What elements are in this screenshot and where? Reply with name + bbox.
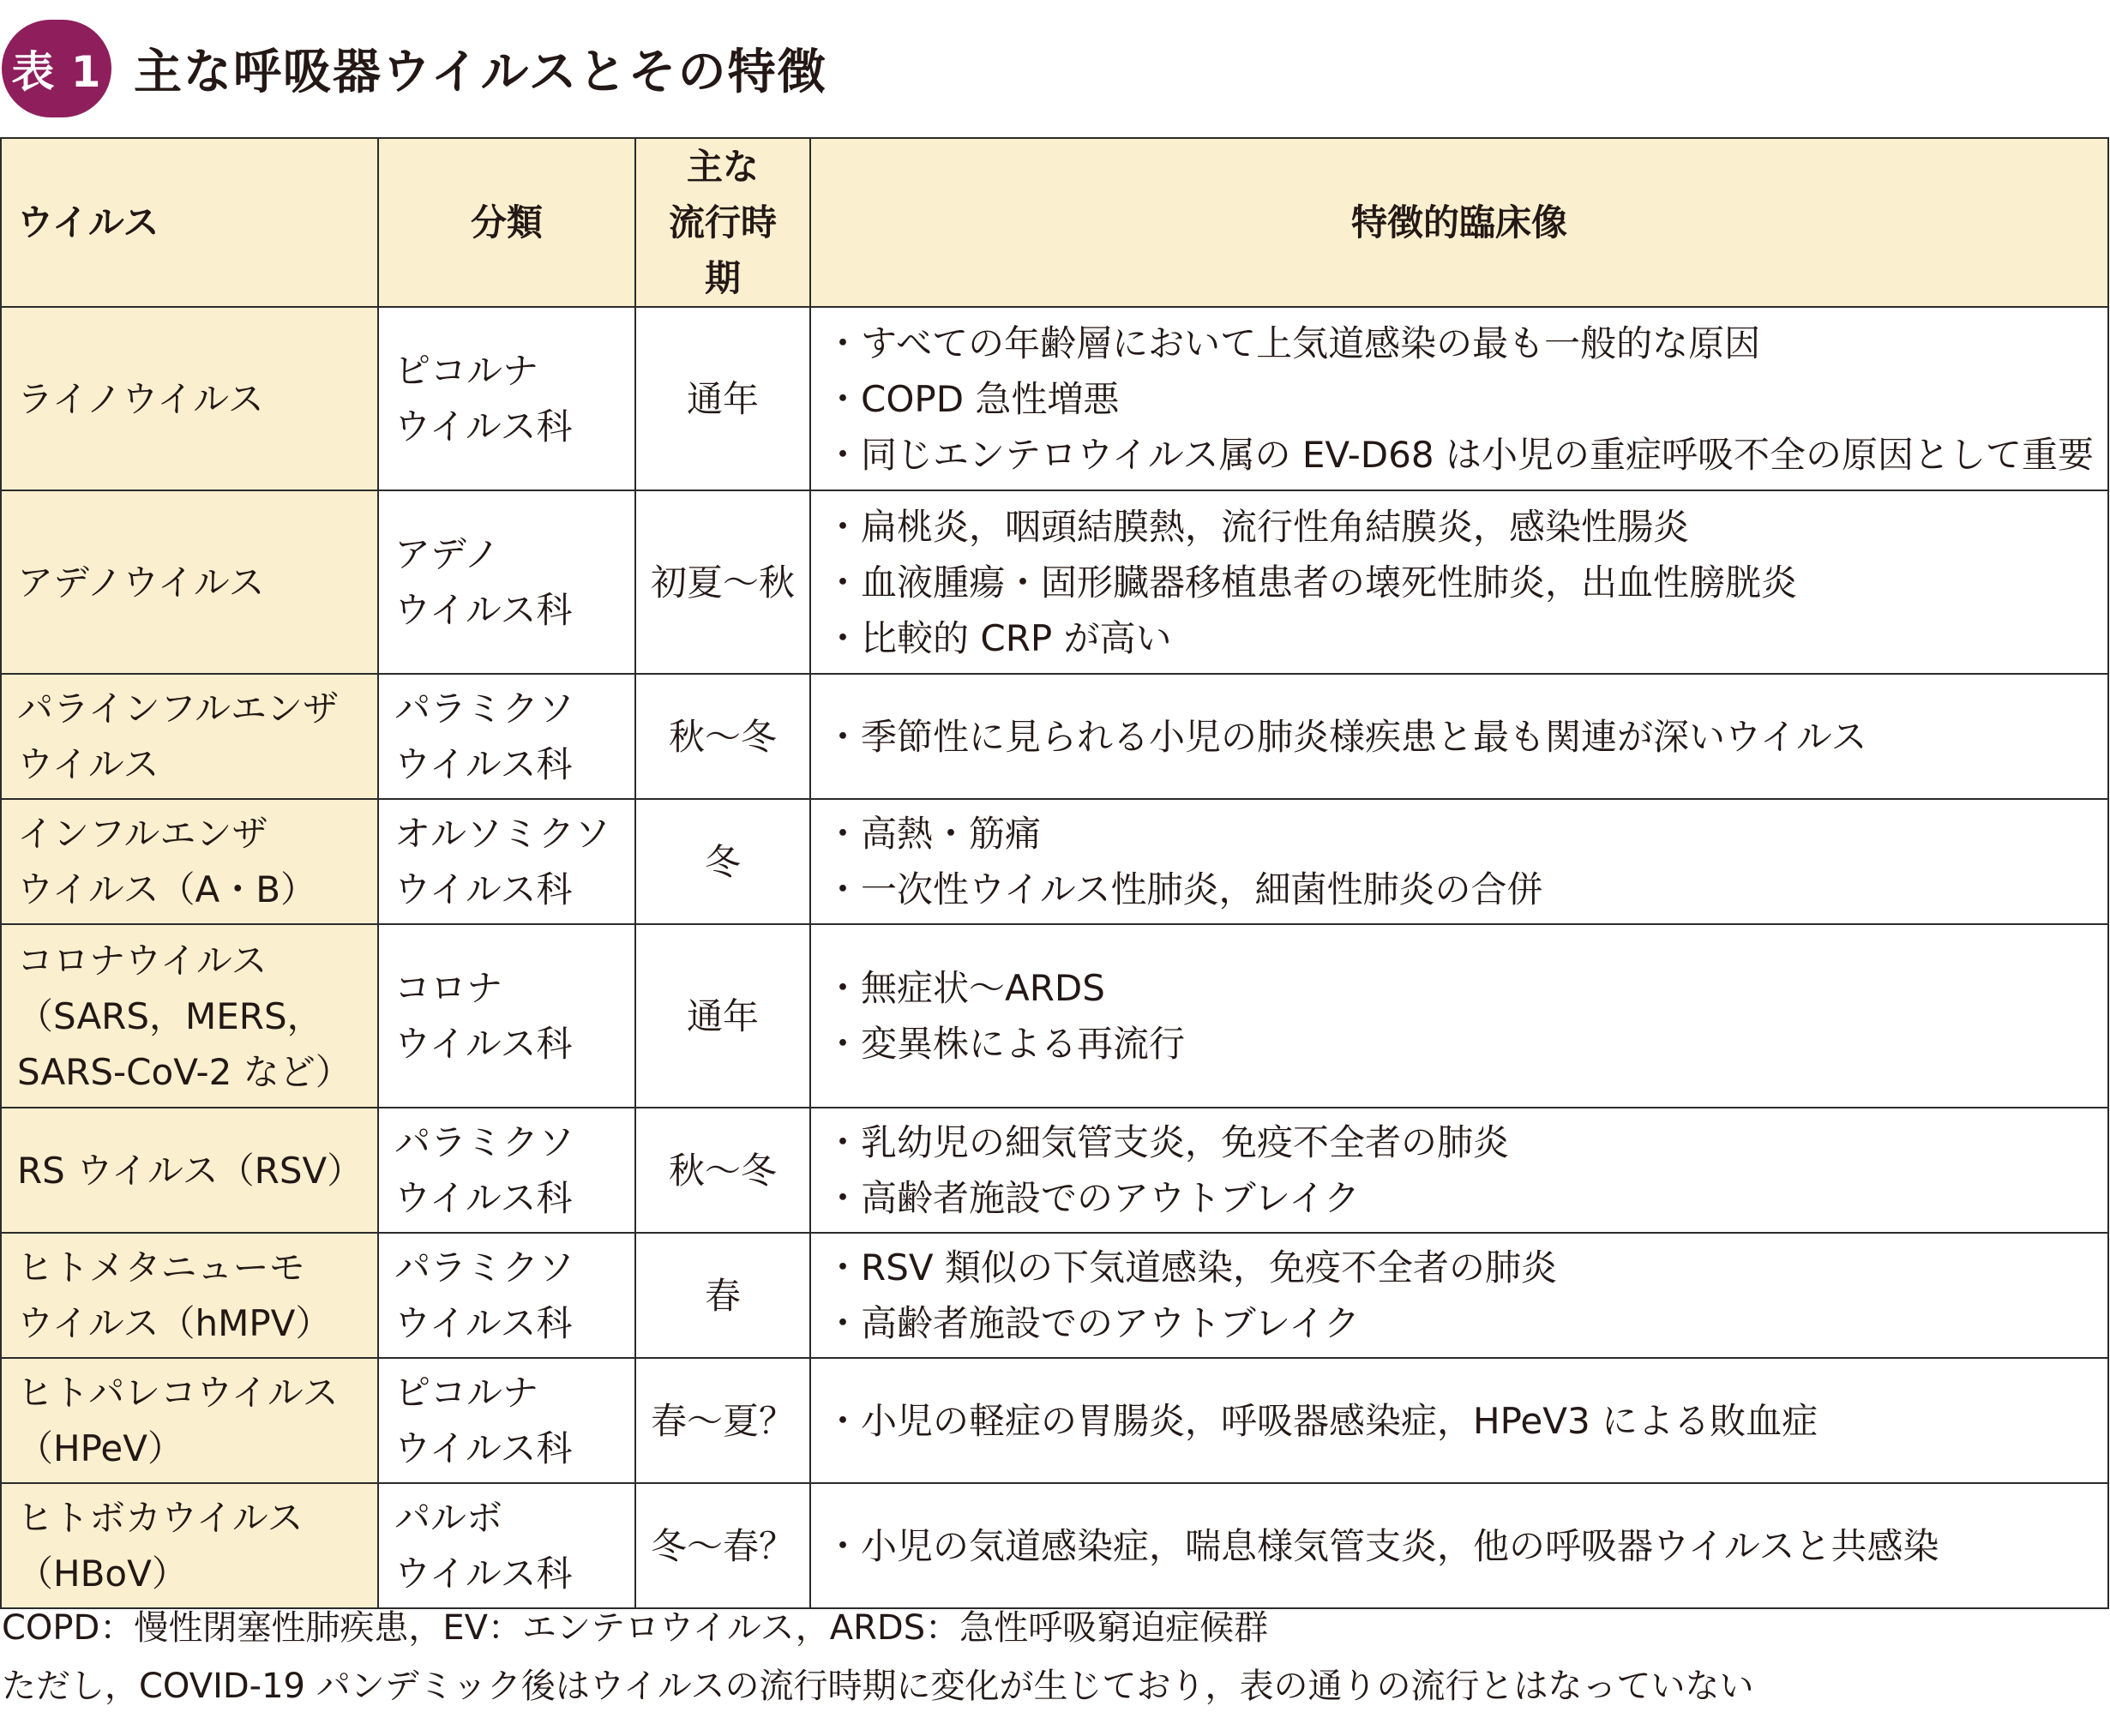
classification-line: ウイルス科 xyxy=(394,1023,573,1066)
feature-item: ・ 扁桃炎，咽頭結膜熱，流行性角結膜炎，感染性腸炎 xyxy=(825,499,2092,555)
virus-name-cell xyxy=(1,1233,378,1358)
features-cell xyxy=(810,674,2108,799)
virus-name-line: RS ウイルス（RSV） xyxy=(17,1149,364,1192)
header-season-line-1: 主な xyxy=(686,146,759,188)
classification-cell xyxy=(378,490,635,674)
feature-item: ・ RSV 類似の下気道感染，免疫不全者の肺炎 xyxy=(825,1240,2092,1295)
season-cell: 通年 xyxy=(635,307,810,490)
table-row xyxy=(1,924,2108,1108)
classification-line: ウイルス科 xyxy=(394,1302,573,1345)
feature-item: ・ 高齢者施設でのアウトブレイク xyxy=(825,1170,2092,1226)
table-number-badge: 表 1 xyxy=(2,20,111,117)
features-cell xyxy=(810,1358,2108,1483)
table-row xyxy=(1,674,2108,799)
table-row xyxy=(1,307,2108,490)
classification-line: ウイルス科 xyxy=(394,405,573,448)
feature-item: ・ 比較的 CRP が高い xyxy=(825,610,2092,666)
footnote-abbreviations: COPD：慢性閉塞性肺疾患，EV：エンテロウイルス，ARDS：急性呼吸窮迫症候群 xyxy=(2,1608,1269,1648)
virus-name-cell xyxy=(1,1358,378,1483)
virus-name-cell xyxy=(1,490,378,674)
virus-name-cell xyxy=(1,799,378,924)
virus-name-line: （HPeV） xyxy=(17,1427,183,1470)
virus-name-line: ヒトパレコウイルス xyxy=(17,1372,339,1415)
feature-item: ・ 同じエンテロウイルス属の EV-D68 は小児の重症呼吸不全の原因として重要 xyxy=(825,427,2092,483)
feature-item: ・ COPD 急性増悪 xyxy=(825,371,2092,427)
header-classification: 分類 xyxy=(378,138,635,307)
header-row xyxy=(1,138,2108,307)
classification-line: コロナ xyxy=(394,967,503,1010)
classification-line: ウイルス科 xyxy=(394,1553,573,1595)
classification-line: パルボ xyxy=(394,1497,503,1540)
feature-item: ・ 小児の気道感染症，喘息様気管支炎，他の呼吸器ウイルスと共感染 xyxy=(825,1518,2092,1574)
season-cell: 通年 xyxy=(635,924,810,1108)
season-cell: 春 xyxy=(635,1233,810,1358)
feature-item: ・ 乳幼児の細気管支炎，免疫不全者の肺炎 xyxy=(825,1114,2092,1170)
features-cell xyxy=(810,1483,2108,1608)
classification-line: ウイルス科 xyxy=(394,743,573,786)
virus-name-cell xyxy=(1,674,378,799)
classification-line: ピコルナ xyxy=(394,350,539,393)
classification-cell xyxy=(378,307,635,490)
feature-item: ・ 一次性ウイルス性肺炎，細菌性肺炎の合併 xyxy=(825,862,2092,917)
classification-line: パラミクソ xyxy=(394,688,575,730)
feature-item: ・ 変異株による再流行 xyxy=(825,1016,2092,1072)
classification-line: ウイルス科 xyxy=(394,868,573,911)
table-title: 主な呼吸器ウイルスとその特徴 xyxy=(134,45,827,100)
virus-name-line: ウイルス（A・B） xyxy=(17,868,317,911)
virus-name-cell xyxy=(1,924,378,1108)
classification-cell xyxy=(378,1358,635,1483)
virus-name-line: ウイルス（hMPV） xyxy=(17,1302,332,1345)
classification-line: ウイルス科 xyxy=(394,589,573,632)
virus-name-line: ヒトメタニューモ xyxy=(17,1246,305,1289)
virus-name-line: ウイルス xyxy=(17,743,159,786)
table-row xyxy=(1,490,2108,674)
classification-cell xyxy=(378,1233,635,1358)
classification-line: ウイルス科 xyxy=(394,1427,573,1470)
virus-name-line: パラインフルエンザ xyxy=(17,688,340,730)
virus-name-cell xyxy=(1,307,378,490)
season-cell: 初夏〜秋 xyxy=(635,490,810,674)
season-cell: 冬 xyxy=(635,799,810,924)
features-cell xyxy=(810,799,2108,924)
feature-item: ・ 小児の軽症の胃腸炎，呼吸器感染症，HPeV3 による敗血症 xyxy=(825,1393,2092,1449)
feature-item: ・ 無症状〜ARDS xyxy=(825,960,2092,1016)
virus-name-line: （HBoV） xyxy=(17,1553,188,1595)
classification-cell xyxy=(378,924,635,1108)
feature-item: ・ 高熱・筋痛 xyxy=(825,806,2092,862)
classification-line: パラミクソ xyxy=(394,1121,575,1164)
virus-name-line: アデノウイルス xyxy=(17,561,265,604)
table-row xyxy=(1,1233,2108,1358)
feature-item: ・ すべての年齢層において上気道感染の最も一般的な原因 xyxy=(825,315,2092,371)
header-features: 特徴的臨床像 xyxy=(810,138,2108,307)
classification-line: ウイルス科 xyxy=(394,1177,573,1220)
classification-line: アデノ xyxy=(394,533,501,576)
features-cell xyxy=(810,1108,2108,1233)
season-cell: 秋〜冬 xyxy=(635,1108,810,1233)
table-caption xyxy=(2,17,827,120)
virus-name-cell xyxy=(1,1483,378,1608)
virus-name-line: ヒトボカウイルス xyxy=(17,1497,304,1540)
classification-line: パラミクソ xyxy=(394,1246,575,1289)
feature-item: ・ 血液腫瘍・固形臓器移植患者の壊死性肺炎，出血性膀胱炎 xyxy=(825,555,2092,610)
table-row xyxy=(1,799,2108,924)
footnotes xyxy=(2,1599,1754,1715)
virus-table xyxy=(0,137,2109,1609)
season-cell: 春〜夏？ xyxy=(635,1358,810,1483)
features-cell xyxy=(810,307,2108,490)
features-cell xyxy=(810,490,2108,674)
header-season-line-2: 流行時期 xyxy=(668,201,777,300)
season-cell: 冬〜春？ xyxy=(635,1483,810,1608)
header-season xyxy=(635,138,810,307)
virus-name-line: コロナウイルス xyxy=(17,939,268,982)
virus-name-cell xyxy=(1,1108,378,1233)
header-virus: ウイルス xyxy=(1,138,378,307)
classification-cell xyxy=(378,674,635,799)
feature-item: ・ 高齢者施設でのアウトブレイク xyxy=(825,1295,2092,1351)
virus-name-line: インフルエンザ xyxy=(17,813,268,856)
features-cell xyxy=(810,1233,2108,1358)
virus-name-line: （SARS，MERS， xyxy=(17,994,323,1037)
table-row xyxy=(1,1108,2108,1233)
classification-cell xyxy=(378,799,635,924)
classification-line: ピコルナ xyxy=(394,1372,539,1415)
classification-cell xyxy=(378,1108,635,1233)
table-row xyxy=(1,1483,2108,1608)
virus-name-line: SARS-CoV-2 など） xyxy=(17,1050,352,1093)
feature-item: ・ 季節性に見られる小児の肺炎様疾患と最も関連が深いウイルス xyxy=(825,709,2092,765)
features-cell xyxy=(810,924,2108,1108)
virus-name-line: ライノウイルス xyxy=(17,377,264,420)
footnote-covid-remark: ただし，COVID-19 パンデミック後はウイルスの流行時期に変化が生じており，表の通りの流行とはなっていない xyxy=(2,1667,1754,1706)
table-row xyxy=(1,1358,2108,1483)
season-cell: 秋〜冬 xyxy=(635,674,810,799)
classification-line: オルソミクソ xyxy=(394,813,611,856)
classification-cell xyxy=(378,1483,635,1608)
